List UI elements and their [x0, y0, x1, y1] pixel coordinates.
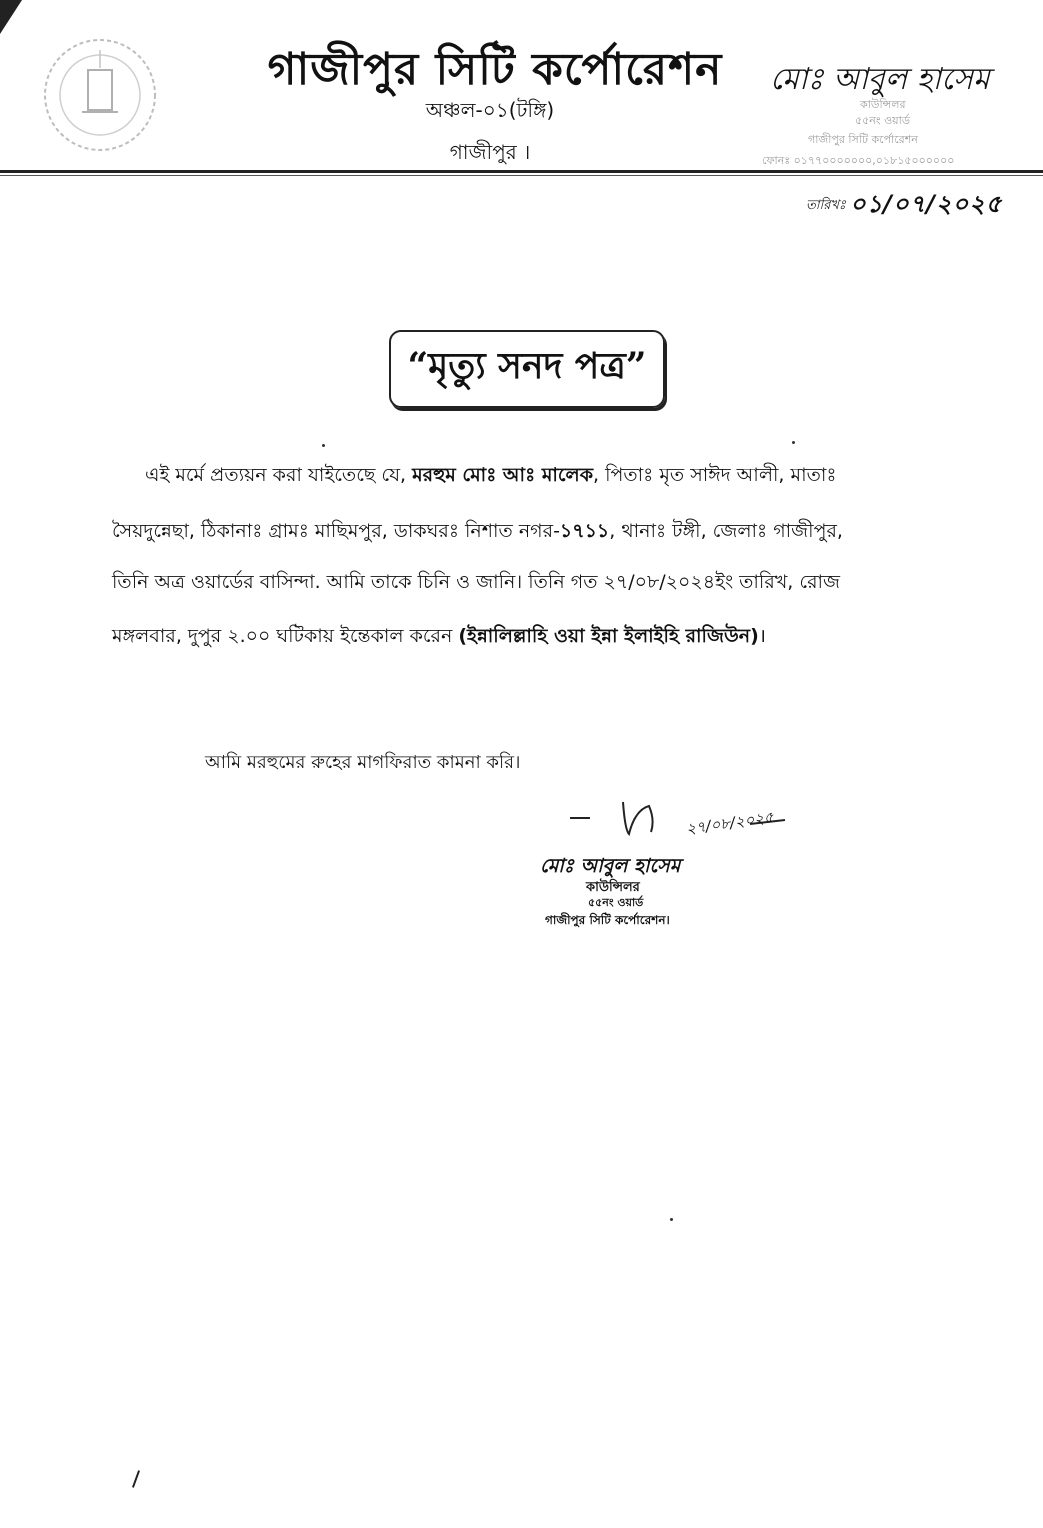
councillor-faint-ward: ৫৫নং ওয়ার্ড — [855, 114, 910, 127]
body-line-4-end: । — [758, 625, 766, 647]
deceased-name: মরহুম মোঃ আঃ মালেক — [412, 464, 593, 486]
body-line-1-end: , পিতাঃ মৃত সাঈদ আলী, মাতাঃ — [593, 464, 837, 486]
prayer-line: আমি মরহুমের রুহের মাগফিরাত কামনা করি। — [205, 752, 521, 773]
body-line-4-start: মঙ্গলবার, দুপুর ২.০০ ঘটিকায় ইন্তেকাল করেন — [112, 625, 459, 647]
certificate-title: “মৃত্যু সনদ পত্র” — [407, 345, 647, 387]
signature-date: ২৭/০৮/২০২৫ — [684, 807, 775, 839]
scan-speck — [322, 444, 325, 447]
scan-corner-mark — [0, 0, 22, 34]
stamp-name: মোঃ আবুল হাসেম — [540, 855, 681, 877]
header-divider — [0, 170, 1043, 178]
dua-text: (ইন্নালিল্লাহি ওয়া ইন্না ইলাইহি রাজিউন) — [458, 625, 759, 647]
stamp-title: কাউন্সিলর — [586, 880, 640, 895]
body-line-2-end: , থানাঃ টঙ্গী, জেলাঃ গাজীপুর, — [609, 520, 843, 542]
councillor-faint-title: কাউন্সিলর — [860, 98, 906, 111]
body-line-1-start: এই মর্মে প্রত্যয়ন করা যাইতেছে যে, — [145, 464, 413, 486]
body-line-1 — [145, 461, 836, 493]
body-line-4 — [112, 622, 766, 654]
organization-title: গাজীপুর সিটি কর্পোরেশন — [267, 44, 723, 95]
certificate-title-box — [389, 330, 665, 408]
councillor-faint-phone: ফোনঃ ০১৭৭০০০০০০০,০১৮১৫০০০০০০ — [762, 154, 955, 167]
date-prefix: তারিখঃ — [806, 198, 846, 213]
scan-mark — [132, 1470, 140, 1488]
stamp-organization: গাজীপুর সিটি কর্পোরেশন। — [545, 913, 670, 927]
scan-speck — [792, 441, 795, 444]
stamp-ward: ৫৫নং ওয়ার্ড — [588, 896, 644, 909]
councillor-faint-org: গাজীপুর সিটি কর্পোরেশন — [808, 133, 918, 146]
postcode: ১৭১১ — [559, 520, 610, 542]
zone-label: অঞ্চল-০১(টঙ্গি) — [425, 98, 555, 122]
body-line-2 — [112, 517, 843, 549]
seal-icon — [30, 30, 170, 160]
body-line-2-start: সৈয়দুন্নেছা, ঠিকানাঃ গ্রামঃ মাছিমপুর, ডাকঘরঃ নিশাত নগর- — [112, 520, 560, 542]
issue-date: ০১/০৭/২০২৫ — [850, 190, 1003, 218]
scan-speck — [670, 1218, 673, 1221]
city-label: গাজীপুর । — [449, 140, 531, 164]
body-line-3: তিনি অত্র ওয়ার্ডের বাসিন্দা. আমি তাকে চিনি ও জানি। তিনি গত ২৭/০৮/২০২৪ইং তারিখ, রোজ — [112, 571, 841, 593]
councillor-name: মোঃ আবুল হাসেম — [770, 62, 990, 97]
